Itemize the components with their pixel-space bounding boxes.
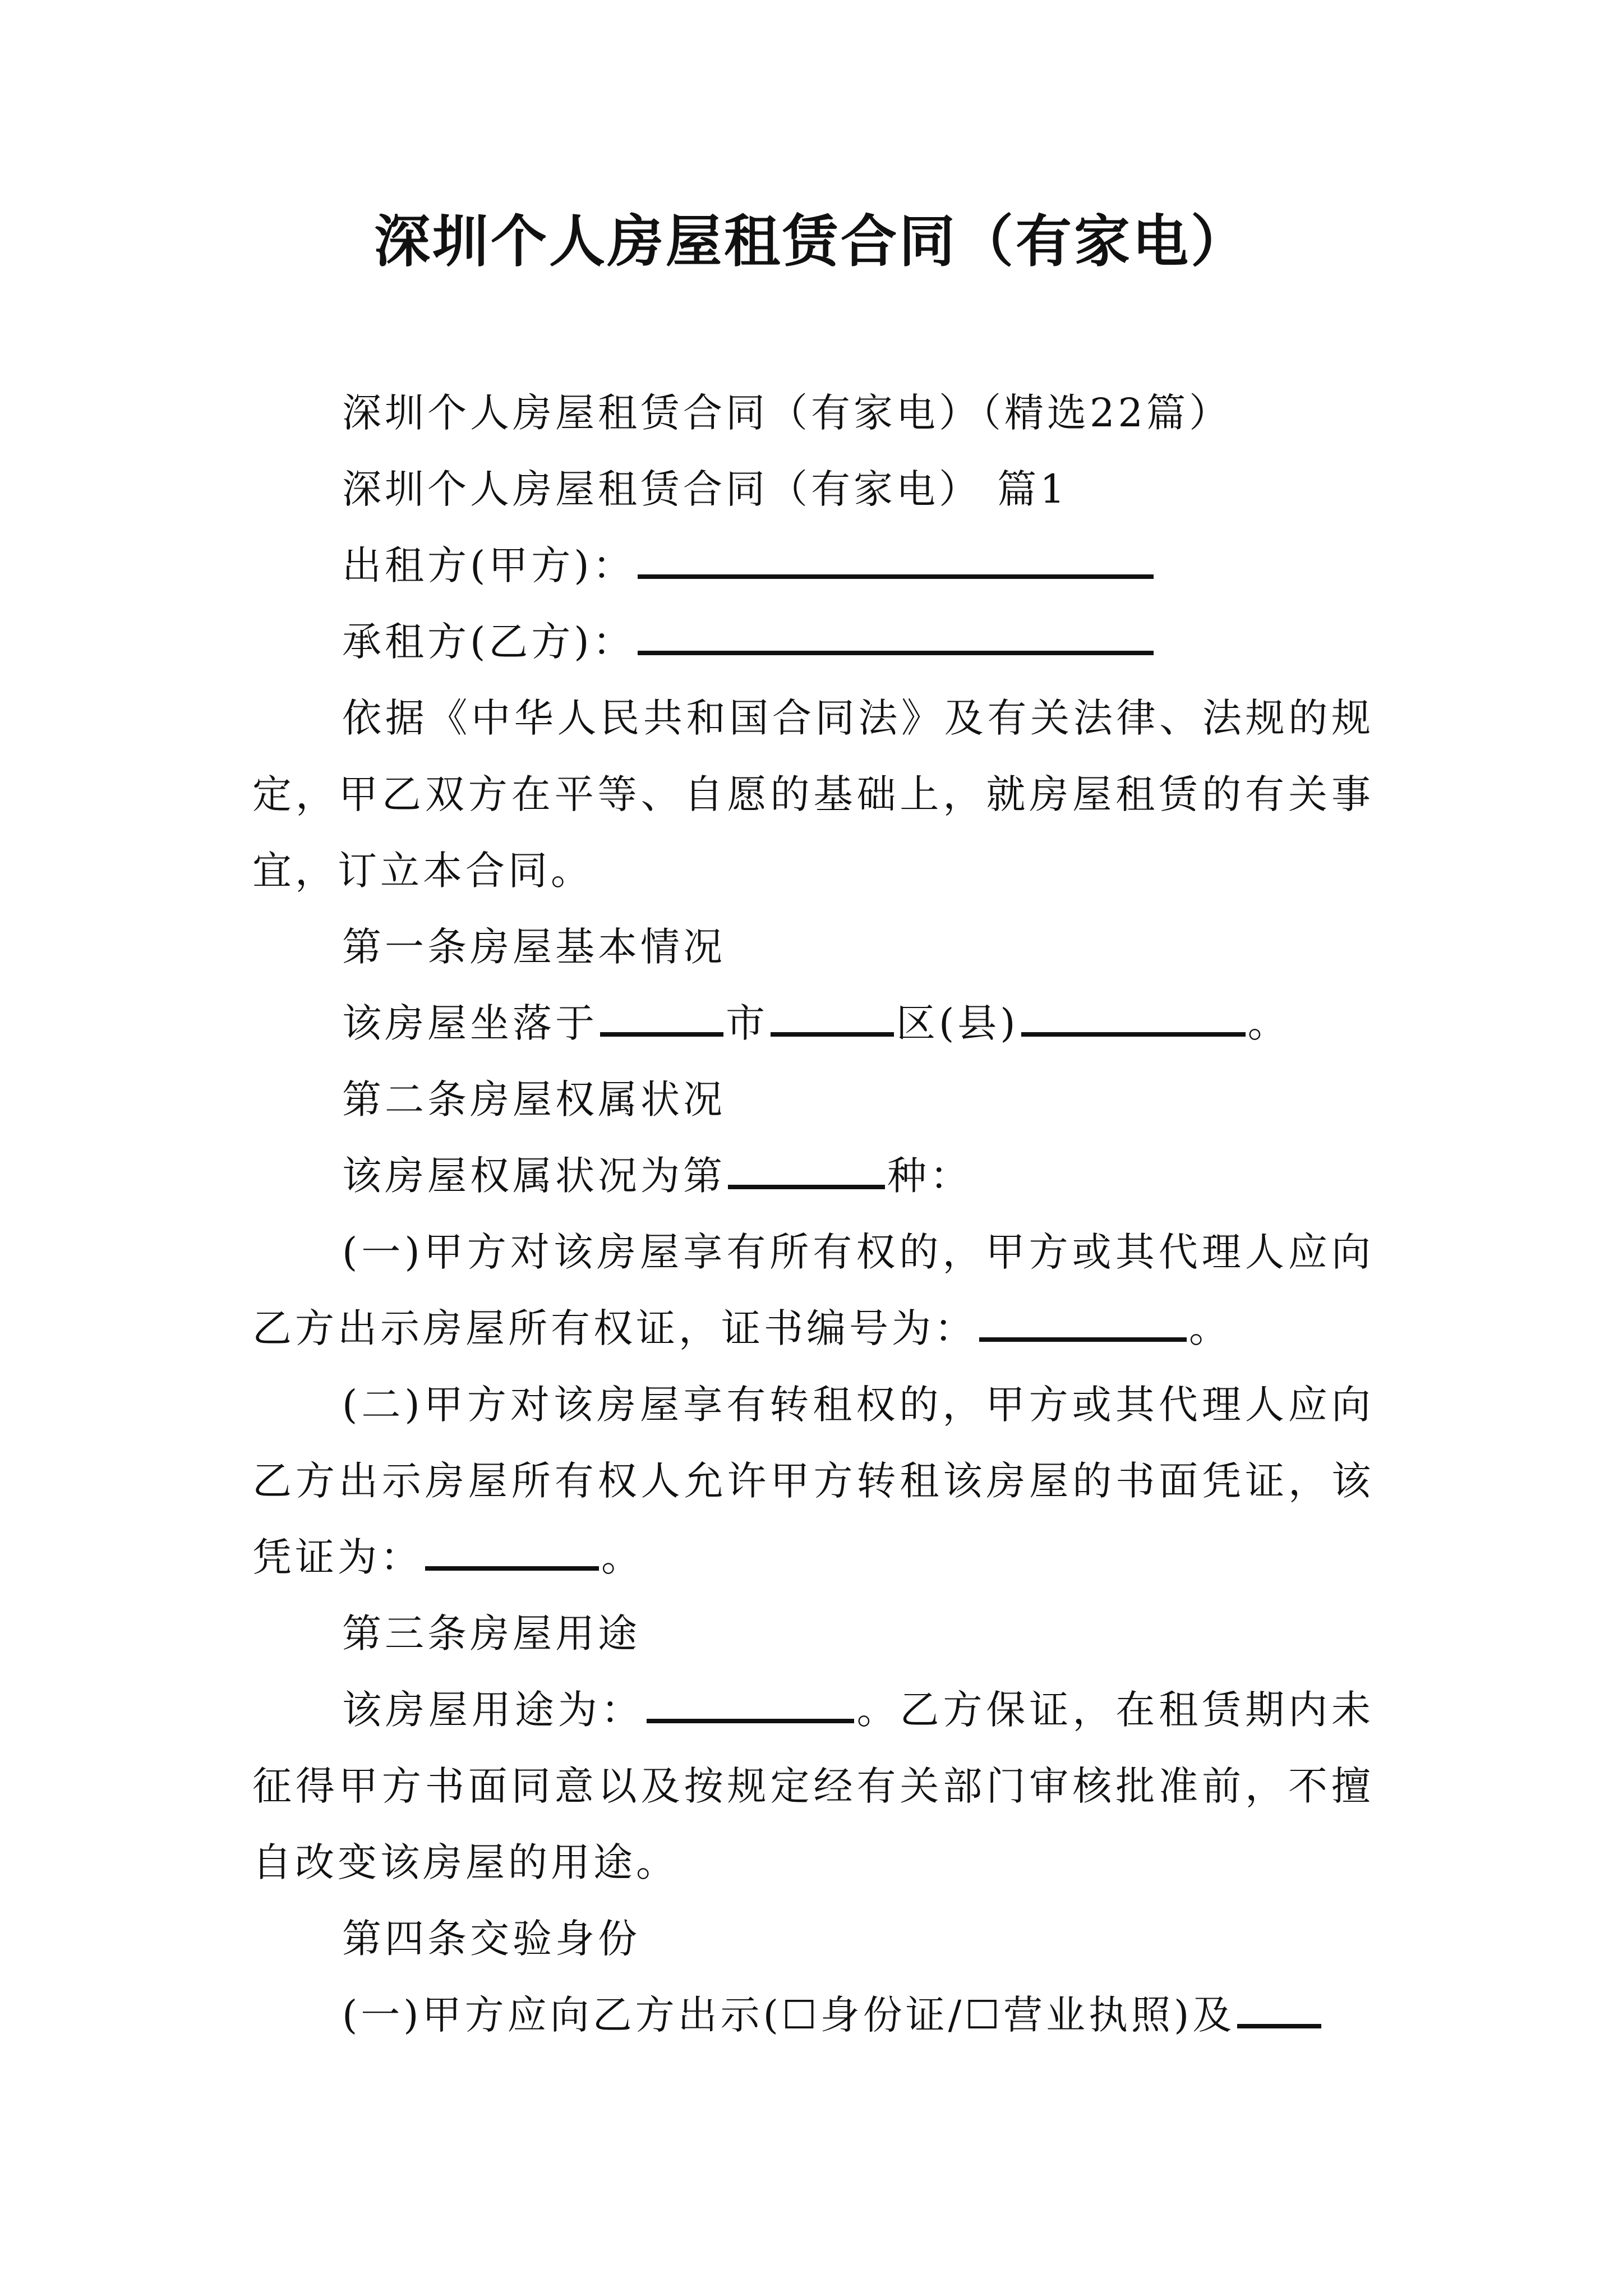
- document-body: [252, 375, 1374, 2053]
- address-blank: [1021, 1003, 1246, 1037]
- lessee-blank: [638, 622, 1154, 655]
- article3-text-b: 。乙方保证，在租赁期内未征得甲方书面同意以及按规定经有关部门审核批准前，不擅自改变该房屋的用途。: [252, 1687, 1375, 1885]
- certificate-number-blank: [979, 1308, 1187, 1342]
- article4-heading: 第四条交验身份: [342, 1916, 640, 1962]
- kind-blank: [728, 1156, 885, 1189]
- district-blank: [771, 1003, 894, 1037]
- article2-item2-text: (二)甲方对该房屋享有转租权的，甲方或其代理人应向乙方出示房屋所有权人允许甲方转租该房屋的书面凭证，该凭证为：: [252, 1382, 1374, 1580]
- article1-heading: 第一条房屋基本情况: [342, 924, 726, 970]
- lessor-label: 出租方(甲方)：: [342, 542, 635, 588]
- usage-blank: [647, 1690, 854, 1723]
- article2-status: [252, 1138, 1374, 1214]
- article3-text-a: 该房屋用途为：: [342, 1687, 644, 1733]
- article1-text-b: 市: [726, 1000, 768, 1046]
- article2-text-a: 该房屋权属状况为第: [342, 1153, 726, 1199]
- document-title: 深圳个人房屋租赁合同（有家电）: [374, 208, 1249, 274]
- preamble: 依据《中华人民共和国合同法》及有关法律、法规的规定，甲乙双方在平等、自愿的基础上，就房屋租赁的有关事宜，订立本合同。: [252, 695, 1374, 894]
- article2-text-b: 种：: [887, 1153, 972, 1199]
- article2-item1: [252, 1214, 1374, 1366]
- lessee-label: 承租方(乙方)：: [342, 619, 635, 665]
- article2-item1-end: 。: [1189, 1305, 1232, 1351]
- lessor-blank: [638, 545, 1154, 579]
- lessee-line: [252, 604, 1374, 680]
- article2-item2-end: 。: [601, 1534, 644, 1580]
- lessor-line: [252, 527, 1374, 604]
- article1-text-a: 该房屋坐落于: [342, 1000, 598, 1046]
- city-blank: [600, 1003, 723, 1037]
- article1-location: [252, 985, 1374, 1061]
- subtitle: 深圳个人房屋租赁合同（有家电）（精选22篇）: [342, 390, 1232, 436]
- article3-usage: [252, 1672, 1374, 1901]
- article4-item1: [252, 1977, 1374, 2053]
- article4-item1-text: (一)甲方应向乙方出示(☐身份证/☐营业执照)及: [342, 1992, 1235, 2038]
- article1-text-d: 。: [1247, 1000, 1290, 1046]
- article1-text-c: 区(县): [896, 1000, 1019, 1046]
- proof-blank: [425, 1537, 599, 1571]
- article2-item2: [252, 1366, 1374, 1595]
- article2-item1-text: (一)甲方对该房屋享有所有权的，甲方或其代理人应向乙方出示房屋所有权证，证书编号为：: [252, 1229, 1374, 1351]
- part-heading: 深圳个人房屋租赁合同（有家电） 篇1: [342, 466, 1068, 512]
- article4-blank: [1237, 1995, 1321, 2028]
- article2-heading: 第二条房屋权属状况: [342, 1076, 726, 1122]
- article3-heading: 第三条房屋用途: [342, 1611, 640, 1657]
